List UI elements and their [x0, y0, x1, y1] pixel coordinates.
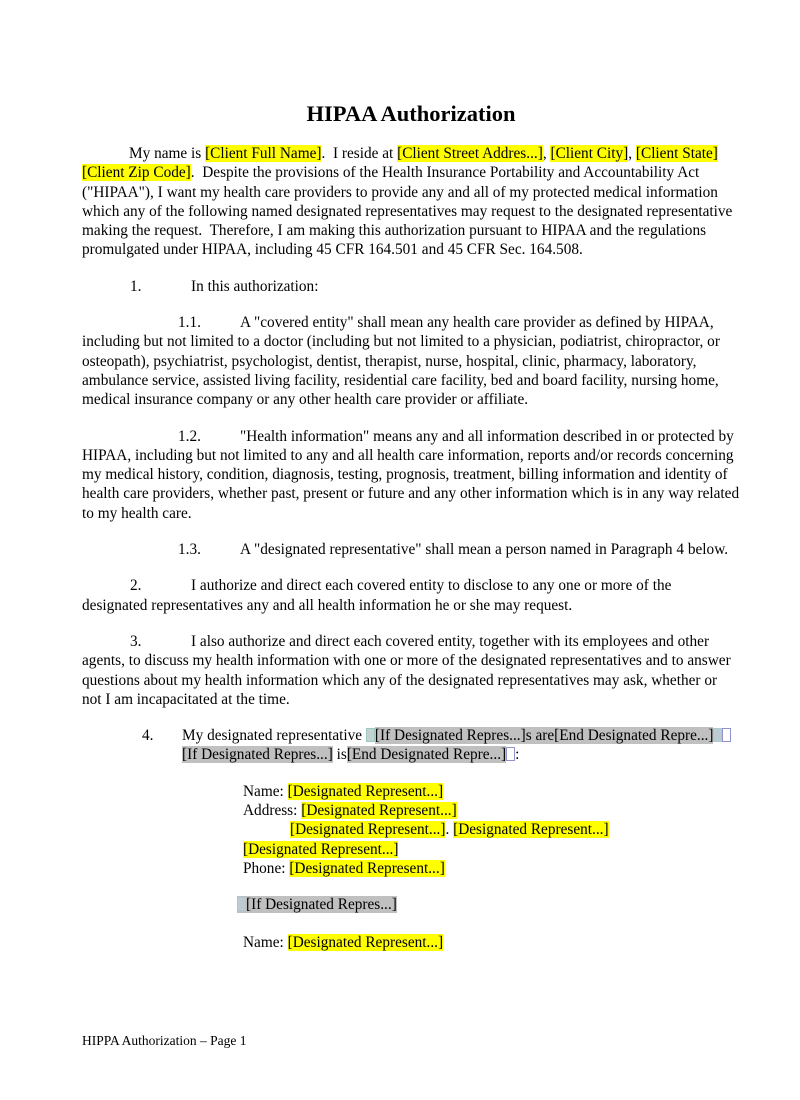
text-run: . I reside at — [321, 145, 398, 162]
client-zip-field[interactable]: [Client Zip Code] — [82, 164, 191, 182]
rep-extra-line — [243, 840, 740, 859]
field-marker-icon[interactable] — [713, 728, 722, 742]
clause-4-number: 4. — [142, 727, 154, 745]
representative-2-condition-line — [237, 895, 740, 914]
clause-4 — [82, 726, 740, 765]
clause-3-number: 3. — [130, 632, 142, 650]
clause-3-text: I also authorize and direct each covered entity, together with its employees and other agents, to discuss my health information with one or more of the designated representatives and to answer questions about my health information which any of the designated representatives may ask, whether or not I am incapacitated at the time. — [82, 632, 731, 708]
client-city-field[interactable]: [Client City] — [550, 145, 629, 162]
text-run: , — [542, 145, 551, 162]
rep-city-state-line — [290, 820, 740, 839]
text-run: . — [445, 821, 454, 839]
designated-representative-state-field[interactable]: [Designated Represent...] — [453, 821, 609, 839]
clause-2 — [82, 576, 740, 615]
clause-2-number: 2. — [130, 577, 142, 595]
address-label: Address: — [243, 802, 302, 820]
clause-1-2-text: "Health information" means any and all information described in or protected by HIPAA, including but not limited to any and all health care information, reports and/or records concerning my medical history, condition, diagnosis, testing, prognosis, treatment, billing information and identity of health care providers, whether past, present or future and any other information which is in any way related to my health care. — [82, 427, 740, 522]
text-run: s are — [525, 727, 555, 745]
clause-1-3-number: 1.3. — [178, 541, 201, 559]
field-marker-icon[interactable] — [237, 897, 246, 911]
name-label: Name: — [243, 782, 288, 800]
clause-4-lead: My designated representative — [182, 727, 366, 745]
condition-run — [237, 896, 397, 913]
intro-paragraph — [82, 144, 740, 260]
representative-2-name-line — [243, 933, 740, 952]
end-designated-condition-field[interactable]: [End Designated Repre...] — [346, 746, 507, 764]
clause-3 — [82, 632, 740, 709]
clause-1-3-text: A "designated representative" shall mean a person named in Paragraph 4 below. — [240, 541, 729, 559]
clause-1-3 — [82, 540, 740, 559]
designated-representative-name-field[interactable]: [Designated Represent...] — [287, 933, 444, 951]
clause-1-1-text: A "covered entity" shall mean any health care provider as defined by HIPAA, including but not limited to a doctor (including but not limited to a physician, podiatrist, chiropractor, or osteopath), psychiatrist, psychologist, dentist, therapist, nurse, hospital, clinic, pharmacy, laboratory, ambulance service, assisted living facility, residential care facility, bed and board facility, nursing home, medical insurance company or any other health care provider or affiliate. — [82, 314, 720, 409]
text-run: , — [628, 145, 636, 162]
client-street-address-field[interactable]: [Client Street Addres...] — [397, 145, 543, 162]
clause-1-2-number: 1.2. — [178, 427, 201, 445]
clause-2-text: I authorize and direct each covered entity to disclose to any one or more of the designated representatives any and all health information he or she may request. — [82, 577, 672, 614]
text-run: . Despite the provisions of the Health Insurance Portability and Accountability Act ("HIPAA"), I want my health care providers to provide any and all of my protected medical information which any of the following named designated representatives may request to the designated representative making the request. Therefore, I am making this authorization pursuant to HIPAA and the regulations promulgated under HIPAA, including 45 CFR 164.501 and 45 CFR Sec. 164.508. — [82, 164, 733, 259]
clause-1-2 — [82, 427, 740, 523]
field-marker-icon[interactable] — [366, 728, 375, 742]
clause-1-text: In this authorization: — [191, 277, 319, 295]
designated-representative-address-field[interactable]: [Designated Represent...] — [301, 802, 457, 820]
rep-phone-line — [243, 859, 740, 878]
end-designated-condition-field[interactable]: [End Designated Repre...] — [554, 727, 714, 745]
rep-name-line — [243, 782, 740, 801]
page-footer: HIPPA Authorization – Page 1 — [82, 1033, 247, 1048]
field-marker-icon[interactable] — [722, 728, 731, 742]
representative-1-block — [243, 782, 740, 878]
clause-1-1-number: 1.1. — [178, 314, 201, 332]
designated-representative-zip-field[interactable]: [Designated Represent...] — [243, 840, 399, 858]
text-run: is — [332, 746, 347, 764]
rep-address-line — [243, 801, 740, 820]
if-designated-condition-field[interactable]: [If Designated Repres...] — [182, 746, 333, 764]
text-run: My name is — [129, 145, 206, 162]
field-marker-icon[interactable] — [506, 747, 515, 761]
if-designated-condition-field[interactable]: [If Designated Repres...] — [246, 896, 397, 914]
clause-1-number: 1. — [130, 277, 142, 295]
client-state-field[interactable]: [Client State] — [635, 145, 718, 162]
text-run: : — [515, 746, 520, 764]
designated-representative-name-field[interactable]: [Designated Represent...] — [287, 782, 444, 800]
document-title: HIPAA Authorization — [306, 101, 516, 126]
if-designated-condition-field[interactable]: [If Designated Repres...] — [374, 727, 526, 745]
phone-label: Phone: — [243, 859, 290, 877]
name-label: Name: — [243, 933, 288, 951]
clause-1-1 — [82, 313, 740, 409]
designated-representative-phone-field[interactable]: [Designated Represent...] — [289, 859, 445, 877]
client-full-name-field[interactable]: [Client Full Name] — [205, 145, 322, 162]
clause-1 — [82, 277, 740, 296]
designated-representative-city-field[interactable]: [Designated Represent...] — [290, 821, 446, 839]
